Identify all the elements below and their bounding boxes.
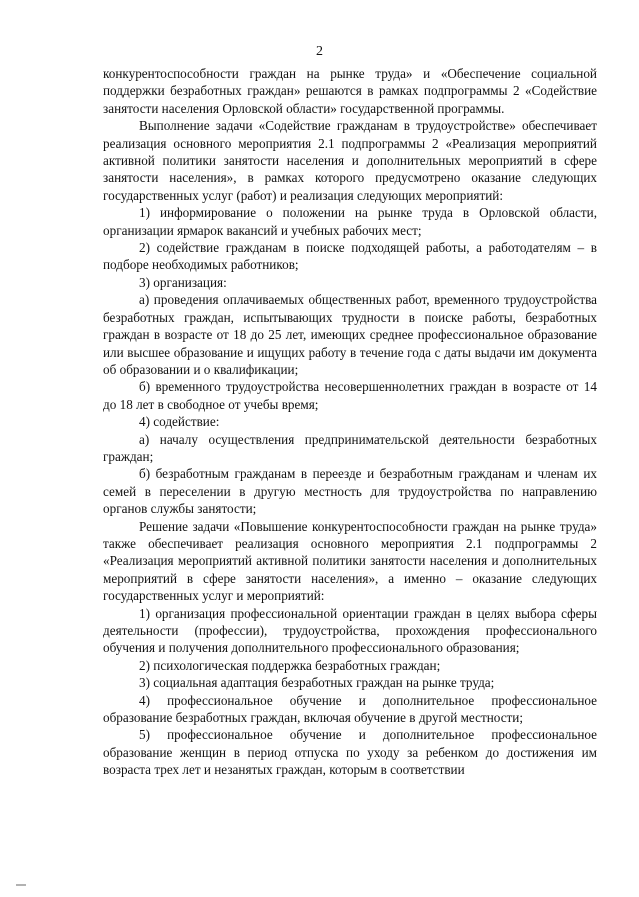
list-item: 3) организация:	[139, 274, 227, 290]
sub-list-item: а) началу осуществления предпринимательской деятельности безработных граждан;	[103, 431, 597, 464]
page-number: 2	[316, 44, 323, 59]
sub-list-item: б) временного трудоустройства несовершеннолетних граждан в возрасте от 14 до 18 лет в свободное от учебы время;	[103, 379, 597, 412]
document-body	[103, 65, 597, 779]
sub-list-item: б) безработным гражданам в переезде и безработным гражданам и членам их семей в переселении в другую местность для трудоустройства по направлению органов службы занятости;	[103, 466, 597, 517]
list-item: 4) профессиональное обучение и дополнительное профессиональное образование безработных граждан, включая обучение в другой местности;	[103, 692, 597, 726]
list-item: 3) социальная адаптация безработных граждан на рынке труда;	[139, 675, 495, 691]
list-item: 4) содействие:	[139, 414, 220, 430]
list-item: 1) информирование о положении на рынке труда в Орловской области, организации ярмарок вакансий и учебных рабочих мест;	[103, 205, 597, 238]
list-item: 1) организация профессиональной ориентации граждан в целях выбора сферы деятельности (профессии), трудоустройства, прохождения профессионального обучения и получения дополнительного профессионального образования;	[103, 605, 597, 656]
paragraph: конкурентоспособности граждан на рынке труда» и «Обеспечение социальной поддержки безработных граждан» решаются в рамках подпрограммы 2 «Содействие занятости населения Орловской области» государственной программы.	[103, 66, 597, 116]
paragraph: Решение задачи «Повышение конкурентоспособности граждан на рынке труда» также обеспечивает реализация основного мероприятия 2.1 подпрограммы 2 «Реализация мероприятий активной политики занятости населения и дополнительных мероприятий в сфере занятости населения», а именно – оказание следующих государственных услуг и мероприятий:	[103, 518, 597, 604]
list-item: 2) содействие гражданам в поиске подходящей работы, а работодателям – в подборе необходимых работников;	[103, 240, 597, 273]
scan-mark	[16, 884, 26, 886]
paragraph: Выполнение задачи «Содействие гражданам в трудоустройстве» обеспечивает реализация основного мероприятия 2.1 подпрограммы 2 «Реализация мероприятий активной политики занятости населения и дополнительных мероприятий в сфере занятости населения», в рамках которого предусмотрено оказание следующих государственных услуг (работ) и реализация следующих мероприятий:	[103, 118, 597, 203]
list-item: 2) психологическая поддержка безработных граждан;	[139, 657, 441, 673]
list-item: 5) профессиональное обучение и дополнительное профессиональное образование женщин в период отпуска по уходу за ребенком до достижения им возраста трех лет и незанятых граждан, которым в соответствии	[103, 727, 597, 778]
sub-list-item: а) проведения оплачиваемых общественных работ, временного трудоустройства безработных граждан, испытывающих трудности в поиске работы, безработных граждан в возрасте от 18 до 25 лет, имеющих среднее профессиональное образование или высшее образование и ищущих работу в течение года с даты выдачи им документа об образовании и о квалификации;	[103, 292, 597, 377]
